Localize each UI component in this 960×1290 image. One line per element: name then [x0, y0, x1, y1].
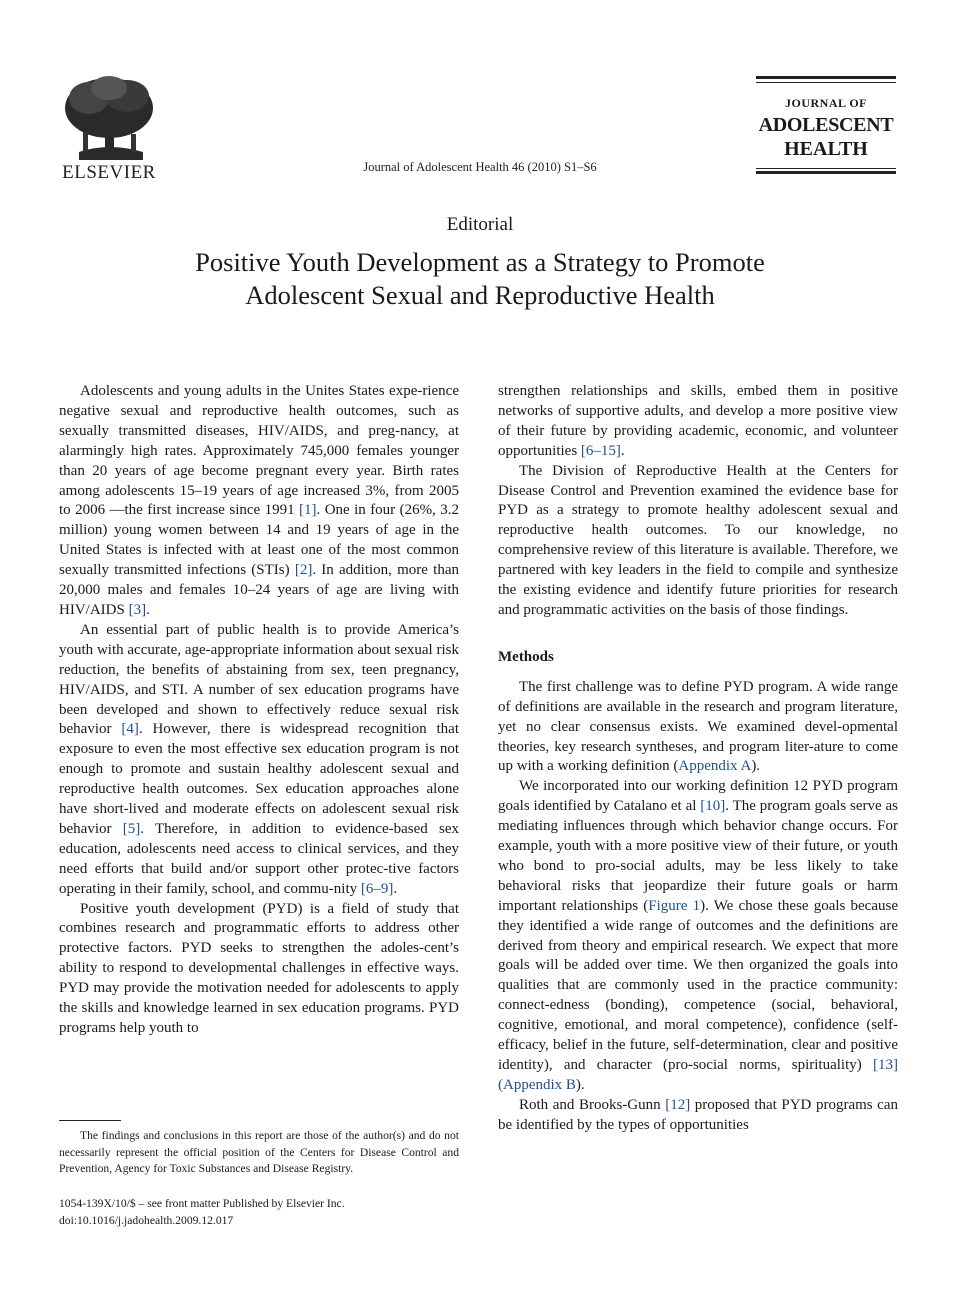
article-section-type: Editorial	[446, 214, 514, 235]
journal-citation: Journal of Adolescent Health 46 (2010) S1–S6	[363, 160, 597, 174]
tree-icon	[59, 74, 159, 162]
reference-link[interactable]: [6–9]	[360, 880, 394, 897]
reference-link[interactable]: [4]	[121, 721, 139, 738]
article-title-line2: Adolescent Sexual and Reproductive Health	[245, 280, 715, 310]
paragraph-division: The Division of Reproductive Health at the Centers for Disease Control and Prevention examined the evidence base for PYD as a strategy to promote healthy adolescent sexual and reproductive health outcomes. To our knowledge, no comprehensive review of this literature is available. Therefore, we partnered with key leaders in the field to compile and synthesize the existing evidence and identify future priorities for research and programmatic activities on the basis of those findings.	[498, 462, 898, 618]
journal-logo-rule	[756, 168, 896, 169]
journal-logo-rule	[756, 82, 896, 83]
left-column	[59, 382, 459, 1039]
right-column	[498, 382, 898, 1136]
footnote	[59, 1128, 459, 1178]
reference-link[interactable]: [13]	[873, 1057, 898, 1073]
issn-doi	[59, 1196, 459, 1229]
appendix-link[interactable]: (Appendix B	[498, 1076, 576, 1093]
reference-link[interactable]: [5]	[122, 820, 141, 837]
reference-link[interactable]: [10]	[700, 798, 726, 815]
footnote-text: The findings and conclusions in this report are those of the author(s) and do not necessarily represent the official position of the Centers for Disease Control and Prevention, Agency for Toxic Substances and Disease Registry.	[59, 1129, 459, 1176]
footnote-divider	[59, 1120, 121, 1121]
journal-logo	[756, 76, 896, 176]
journal-logo-line2: ADOLESCENT	[758, 114, 894, 136]
reference-link[interactable]: [12]	[665, 1096, 691, 1113]
section-heading-methods: Methods	[498, 648, 554, 665]
elsevier-logo	[55, 74, 163, 186]
reference-link[interactable]: [1]	[299, 502, 317, 519]
reference-link[interactable]: [6–15]	[580, 442, 621, 459]
paragraph-intro: Adolescents and young adults in the Unites States expe-rience negative sexual and reproductive health outcomes, such as sexually transmitted diseases, HIV/AIDS, and preg-nancy, at alarmingly high rates. Approximately 745,000 females younger than 20 years of age become pregnant every year. Birth rates among adolescents 15–19 years of age increased 3%, from 2005 to 2006 —the first increase since 1991 [1]. One in four (26%, 3.2 million) young women between 14 and 19 years of age in the United States is infected with at least one of the most common sexually transmitted infections (STIs) [2]. In addition, more than 20,000 males and females 10–24 years of age are living with HIV/AIDS [3].	[59, 383, 460, 618]
appendix-link[interactable]: Appendix A	[678, 758, 752, 775]
paragraph-methods-3: Roth and Brooks-Gunn [12] proposed that PYD programs can be identified by the types of opportunities	[498, 1096, 898, 1133]
reference-link[interactable]: [2]	[294, 562, 313, 579]
journal-logo-line3: HEALTH	[784, 138, 868, 160]
paragraph-continued: strengthen relationships and skills, embed them in positive networks of supportive adults, and develop a more positive view of their future by providing academic, economic, and volunteer opportunities [6–15].	[498, 383, 898, 459]
paragraph-public-health: An essential part of public health is to provide America’s youth with accurate, age-appropriate information about sexual risk reduction, the benefits of abstaining from sex, teen pregnancy, HIV/AIDS, and STI. A number of sex education programs have been developed and shown to effectively reduce sexual risk behavior [4]. However, there is widespread recognition that exposure to even the most effective sex education program is not enough to promote and sustain healthy adolescent sexual and reproductive health outcomes. Sex education approaches alone have short-lived and moderate effects on adolescent sexual risk behavior [5]. Therefore, in addition to evidence-based sex education, adolescents need access to clinical services, and they need efforts that build and/or support other protec-tive factors operating in their family, school, and commu-nity [6–9].	[59, 621, 459, 897]
figure-link[interactable]: Figure 1	[648, 897, 701, 914]
doi-line: doi:10.1016/j.jadohealth.2009.12.017	[59, 1213, 234, 1227]
issn-line: 1054-139X/10/$ – see front matter Published by Elsevier Inc.	[59, 1197, 345, 1210]
journal-logo-rule	[756, 171, 896, 174]
article-title-line1: Positive Youth Development as a Strategy to Promote	[195, 247, 765, 277]
paragraph-methods-1: The first challenge was to define PYD program. A wide range of definitions are available in the research and program literature, yet no clear consensus exists. We examined devel-opmental theories, key research syntheses, and program liter-ature to come up with a working definition (Appendix A).	[498, 678, 898, 775]
paragraph-methods-2: We incorporated into our working definition 12 PYD program goals identified by Catalano et al [10]. The program goals serve as mediating influences through which behavior change occurs. For example, youth with a more positive view of their future, or youth who bond to pro-social adults, may be less likely to take behavioral risks that jeopardize their future goals or harm important relationships (Figure 1). We chose these goals because they identified a wide range of outcomes and the definitions are derived from theory and empirical research. We expect that more goals will be added over time. We then organized the goals into qualities that are commonly used in the practice community: connect-edness (bonding), competence (social, behavioral, cognitive, emotional, and moral competence), confidence (self-efficacy, belief in the future, self-determination, clear and positive identity), and character (pro-social norms, spirituality) [13] (Appendix B).	[498, 778, 899, 1093]
publisher-name: ELSEVIER	[62, 162, 156, 183]
journal-logo-line1: JOURNAL OF	[784, 96, 867, 110]
article-title	[130, 246, 830, 312]
paragraph-pyd: Positive youth development (PYD) is a field of study that combines research and programmatic efforts to address other protective factors. PYD seeks to strengthen the adoles-cent’s ability to respond to developmental challenges in effective ways. PYD may provide the motivation needed for adolescents to apply the skills and knowledge learned in sex education programs. PYD programs help youth to	[59, 900, 459, 1036]
journal-logo-rule	[756, 76, 896, 79]
reference-link[interactable]: [3]	[128, 601, 147, 618]
